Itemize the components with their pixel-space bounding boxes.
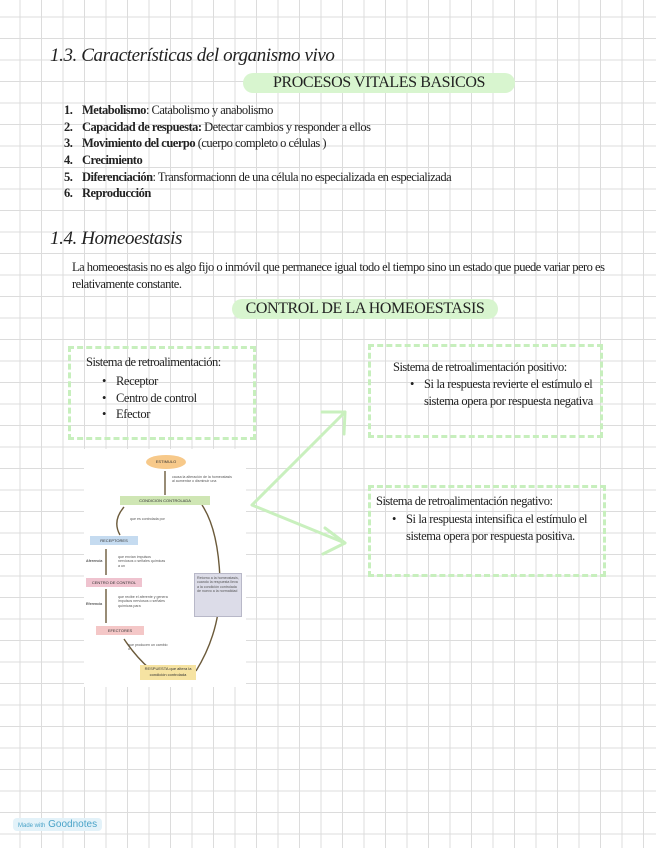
negative-feedback-title: Sistema de retroalimentación negativo: [376,494,553,508]
receptors-note: que envían impulsos nerviosos o señales químicas a un [118,555,166,568]
feedback-system-list [100,373,197,423]
efferent-label: Eferencia [86,602,103,606]
negative-feedback-list [390,511,611,544]
positive-feedback-list [408,376,604,409]
list-item: 2. Capacidad de respuesta: Detectar cambios y responder a ellos [64,119,371,134]
arrow-to-positive [252,412,345,505]
list-item: 1. Metabolismo: Catabolismo y anabolismo [64,103,273,117]
arrow-head-negative [323,528,345,554]
controlled-condition-node: CONDICION CONTROLADA [120,496,210,505]
list-item: 6. Reproducción [64,186,151,201]
vital-processes-highlight: PROCESOS VITALES BASICOS [243,73,515,93]
arrow-head-positive [322,412,345,434]
positive-feedback-title: Sistema de retroalimentación positivo: [393,360,567,374]
goodnotes-watermark[interactable] [13,818,102,831]
effectors-node: EFECTORES [96,626,144,635]
list-item: • Efector [116,406,197,423]
list-item: • Receptor [116,373,197,390]
section-13-heading: 1.3. Características del organismo vivo [50,45,335,66]
response-node: RESPUESTA que altera la condición controlada [140,665,196,680]
vital-processes-list [64,102,451,202]
list-item: 4. Crecimiento [64,153,143,168]
list-item: 5. Diferenciación: Transformacionn de una célula no especializada en especializada [64,169,452,184]
stimulus-node: ESTIMULO [146,455,186,469]
homeostasis-control-highlight: CONTROL DE LA HOMEOESTASIS [232,299,498,319]
homeostasis-paragraph: La homeoestasis no es algo fijo o inmóvil que permanece igual todo el tiempo sino un estado que puede variar pero es relativamente constante. [72,260,605,291]
control-center-node: CENTRO DE CONTROL [86,578,142,587]
list-item: • Si la respuesta intensifica el estímulo el sistema opera por respuesta positiva. [406,511,611,544]
receptors-node: RECEPTORES [90,536,138,545]
effectors-note: que producen un cambio o [128,643,168,652]
list-item: • Centro de control [116,390,197,407]
homeostasis-feedback-diagram [84,449,246,687]
list-item: 3. Movimiento del cuerpo (cuerpo completo o células ) [64,136,327,151]
controlled-note: que es controlada por [130,517,165,521]
feedback-system-title: Sistema de retroalimentación: [86,355,221,369]
control-note: que recibe el aferente y genera impulsos nerviosos o señales químicas para [118,595,168,608]
stimulus-note: causa la alteración de la homeostasis al aumentar o disminuir una [172,475,232,484]
section-14-heading: 1.4. Homeoestasis [50,228,182,249]
list-item: • Si la respuesta revierte el estímulo el sistema opera por respuesta negativa [424,376,604,409]
return-note-box: Retorno a la homeostasis, cuando la respuesta lleva a la condición controlada de nuevo a la normalidad [194,573,242,617]
watermark-brand: Goodnotes [48,819,98,830]
watermark-prefix: Made with [18,823,46,829]
arrow-to-negative [252,505,345,543]
afferent-label: Aferencia [86,559,103,563]
